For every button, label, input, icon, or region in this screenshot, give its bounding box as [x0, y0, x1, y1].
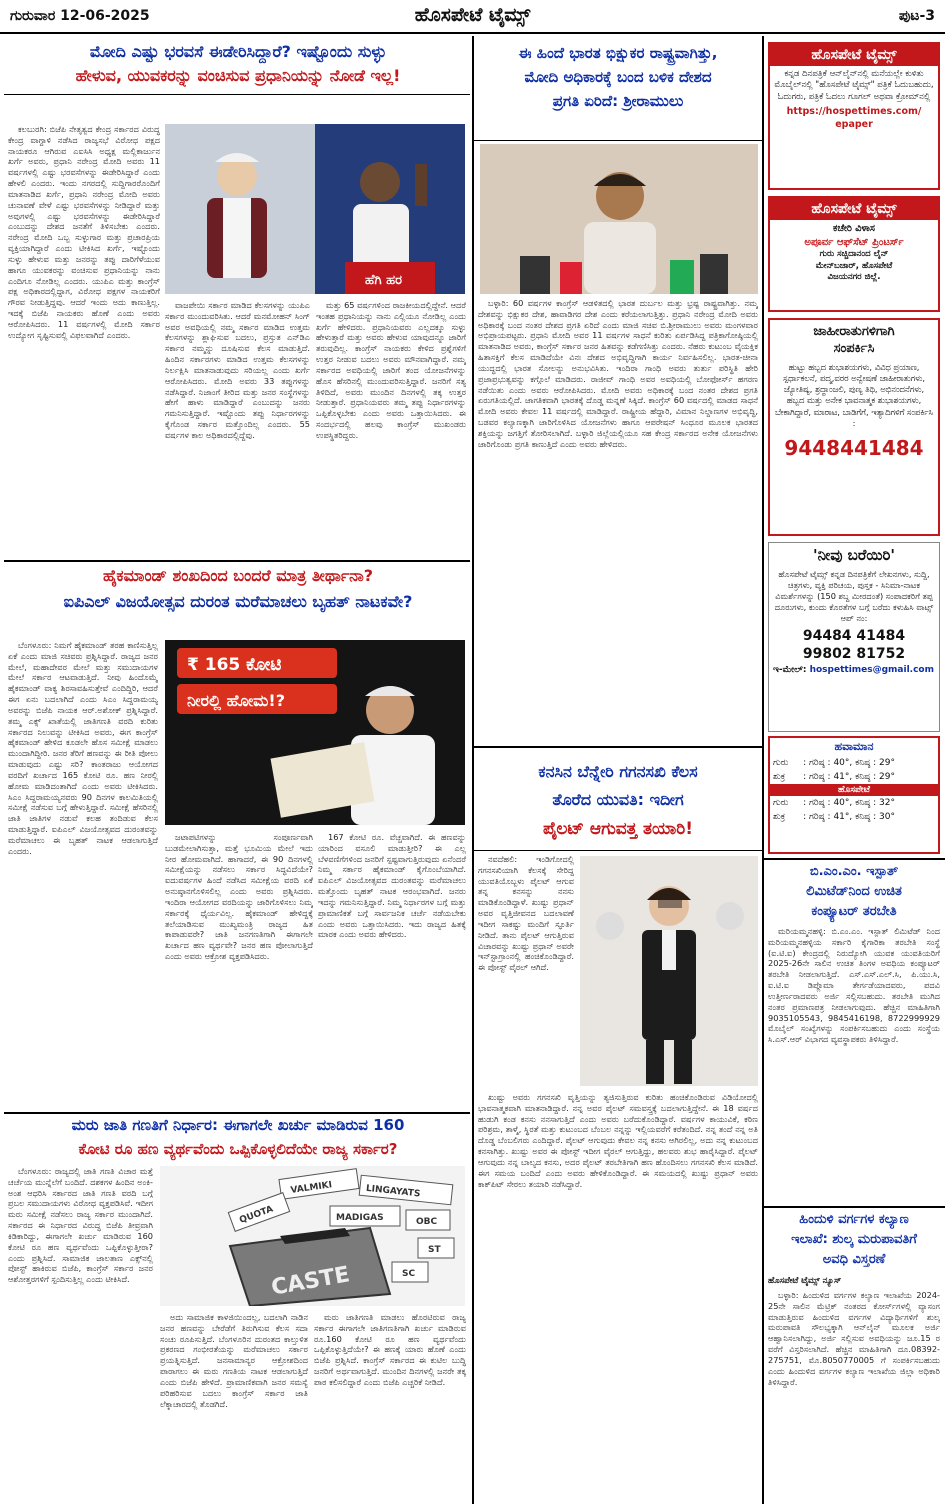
office-label: ಕಚೇರಿ ವಿಳಾಸ	[833, 223, 875, 234]
a1-photo	[165, 124, 465, 294]
a2-headline-1: ಈ ಹಿಂದೆ ಭಾರತ ಭಿಕ್ಷುಕರ ರಾಷ್ಟ್ರವಾಗಿತ್ತು,	[518, 44, 718, 62]
box-word: CASTE	[269, 1262, 352, 1301]
weather-row: ಗುರು : ಗರಿಷ್ಠ : 40°, ಕನಿಷ್ಠ : 32°	[773, 798, 896, 808]
a5-photo	[580, 856, 758, 1086]
tag-madigas: MADIGAS	[336, 1213, 384, 1223]
a5-body: ಖುಷ್ಬು ಅವರು ಗಗನಸಖಿ ವೃತ್ತಿಯನ್ನು ತ್ಯಜಿಸುತ್ತಿರುವ ಕುರಿತು ಹಂಚಿಕೊಂಡಿರುವ ವಿಡಿಯೋದಲ್ಲಿ ಭಾವನಾತ್ಮಕವಾಗಿ ಮಾತನಾಡಿದ್ದಾರೆ. ನನ್ನ ಅವರ ಪೈಲಟ್ ಸಮವಸ್ತ್ರಕ್ಕೆ ಬದಲಾಗುತ್ತಿದ್ದೇನೆ. ಈ 18 ವರ್ಷದ ಹುಡುಗಿ ಕಂಡ ಕನಸು ನನಸಾಗುತ್ತಿದೆ ಎಂದು ಅವರು ಬರೆದುಕೊಂಡಿದ್ದಾರೆ. ವರ್ಷಗಳ ಕಾಯುವಿಕೆ, ಕಠಿಣ ಪರಿಶ್ರಮ, ತಾಳ್ಮೆ, ಸ್ಥಿರತೆ ಮತ್ತು ಕುಟುಂಬದ ಬೆಂಬಲ ನನ್ನನ್ನು ಇಲ್ಲಿಯವರೆಗೆ ಕರೆತಂದಿದೆ. ನನ್ನ ತಂದೆ ನನ್ನ ಅತಿ ದೊಡ್ಡ ಬೆಂಬಲಿಗರು ಎಂದಿದ್ದಾರೆ. ಪೈಲಟ್ ಆಗುವುದು ಕೇವಲ ನನ್ನ ಕನಸು ಆಗಿರಲಿಲ್ಲ, ಅದು ನನ್ನ ಕುಟುಂಬದ ಕನಸಾಗಿತ್ತು. ಖುಷ್ಬು ಅವರ ಈ ಪೋಸ್ಟ್ ಇದೀಗ ವೈರಲ್ ಆಗುತ್ತಿದ್ದು, ಹಲವರು ಶುಭ ಹಾರೈಸಿದ್ದಾರೆ. ಪೈಲಟ್ ಆಗುವುದು ನನ್ನ ಬಾಲ್ಯದ ಕನಸು, ಅದರ ಪೈಲಟ್ ತರಬೇತಿಗಾಗಿ ಹಣ ಹೊಂದಿಸಲು ಗಗನಸಖಿ ಕೆಲಸ ಮಾಡಿದೆ. ಈಗ ಸಮಯ ಬಂದಿದೆ ಎಂದು ಅವರು ಹೇಳಿಕೊಂಡಿದ್ದಾರೆ. ಈ ಸಮಯದಲ್ಲಿ ಖುಷ್ಬು ಪ್ರಧಾನ್ ಅವರು ಕಾಕ್‌ಪಿಟ್ ಸೇರಲು ತಯಾರಿ ನಡೆಸಿದ್ದಾರೆ.	[478, 1092, 758, 1189]
ads-phone[interactable]: 9448441484	[784, 435, 924, 460]
a2-photo	[480, 144, 758, 294]
divider	[474, 746, 762, 748]
tag-st: ST	[428, 1245, 441, 1255]
a5-body-left: ನವದೆಹಲಿ: ಇಂಡಿಗೋದಲ್ಲಿ ಗಗನಸಖಿಯಾಗಿ ಕೆಲಸಕ್ಕೆ ಸೇರಿದ್ದ ಯುವತಿಯೊಬ್ಬಳು ಪೈಲಟ್ ಆಗುವ ತನ್ನ ಕನಸನ್ನು ನನಸು ಮಾಡಿಕೊಂಡಿದ್ದಾಳೆ. ಖುಷ್ಬು ಪ್ರಧಾನ್ ಅವರ ವೃತ್ತಿಜೀವನದ ಬದಲಾವಣೆ ಇದೀಗ ಸಾಕಷ್ಟು ಮಂದಿಗೆ ಸ್ಫೂರ್ತಿ ನೀಡಿದೆ. ತಾನು ಪೈಲಟ್ ಆಗುತ್ತಿರುವ ವಿಚಾರವನ್ನು ಖುಷ್ಬು ಪ್ರಧಾನ್ ಅವರೇ ಇನ್‌ಸ್ಟಾಗ್ರಾಂನಲ್ಲಿ ಹಂಚಿಕೊಂಡಿದ್ದಾರೆ. ಈ ಪೋಸ್ಟ್ ವೈರಲ್ ಆಗಿದೆ.	[478, 854, 574, 973]
a4-body-col2: ಅದು ಸಾಮಾಜಿಕ ಕಾಳಜಿಯಿಂದಲ್ಲ, ಬದಲಾಗಿ ನಾಡಿನ ಜನರ ಹಣವನ್ನು ಬೇರೆಡೆಗೆ ತಿರುಗಿಸುವ ಕೆಲಸ ಸದಾ ಸಂಚು ರೂಪಿಸುತ್ತಿದೆ. ಬೆಂಗಳೂರಿನ ದುರಂತದ ಕಾಲ್ತುಳಿತ ಪ್ರಕರಣದ ಗಂಭೀರತೆಯನ್ನು ಮರೆಮಾಚಲು ಸರ್ಕಾರ ಪ್ರಯತ್ನಿಸುತ್ತಿದೆ. ಜನಸಾಮಾನ್ಯರ ಆಕ್ರೋಶದಿಂದ ಪಾರಾಗಲು ಈ ಮರು ಗಣತಿಯ ನಾಟಕ ಆಡಲಾಗುತ್ತಿದೆ ಎಂದು ಬಿಜೆಪಿ ಹೇಳಿದೆ. ಪ್ರಾಮಾಣಿಕವಾಗಿ ಜನರ ಸಮಸ್ಯೆ ಪರಿಹರಿಸುವ ಬದಲು ಕಾಂಗ್ರೆಸ್ ಸರ್ಕಾರ ಜಾತಿ ಲೆಕ್ಕಾಚಾರದಲ್ಲಿ ತೊಡಗಿದೆ.	[160, 1312, 308, 1409]
a1-body-col1: ಕಲಬುರಗಿ: ಬಿಜೆಪಿ ನೇತೃತ್ವದ ಕೇಂದ್ರ ಸರ್ಕಾರದ ವಿರುದ್ಧ ಕೇಂದ್ರ ವಾಗ್ದಾಳಿ ನಡೆಸಿದ ರಾಜ್ಯಸಭೆ ವಿರೋಧ ಪಕ್ಷದ ನಾಯಕರೂ ಆಗಿರುವ ಎಐಸಿಸಿ ಅಧ್ಯಕ್ಷ ಮಲ್ಲಿಕಾರ್ಜುನ ಖರ್ಗೆ ಅವರು, ಪ್ರಧಾನಿ ನರೇಂದ್ರ ಮೋದಿ ಅವರು 11 ವರ್ಷಗಳಲ್ಲಿ ಎಷ್ಟು ಭರವಸೆಗಳನ್ನು ಈಡೇರಿಸಿದ್ದಾರೆ ಎಂದು ಹೇಳಲಿ ಎಂದರು. ಇಂದು ನಗರದಲ್ಲಿ ಸುದ್ದಿಗಾರರೊಂದಿಗೆ ಮಾತನಾಡಿದ ಖರ್ಗೆ, ಪ್ರಧಾನಿ ನರೇಂದ್ರ ಮೋದಿ ಅವರು ಚುನಾವಣೆ ವೇಳೆ ಎಷ್ಟು ಭರವಸೆಗಳನ್ನು ನೀಡಿದ್ದಾರೆ ಮತ್ತು ಅವುಗಳಲ್ಲಿ ಎಷ್ಟು ಭರವಸೆಗಳನ್ನು ಈಡೇರಿಸಿದ್ದಾರೆ ಎಂಬುದನ್ನು ದೇಶದ ಜನತೆಗೆ ತಿಳಿಸಬೇಕು ಎಂದರು. ನರೇಂದ್ರ ಮೋದಿ ಒಬ್ಬ ಸುಳ್ಳುಗಾರ ಮತ್ತು ಪ್ರಚಾರಪ್ರಿಯ ವ್ಯಕ್ತಿಯಾಗಿದ್ದಾರೆ ಎಂದು ಟೀಕಿಸಿದ ಖರ್ಗೆ, ಇಷ್ಟೊಂದು ಸುಳ್ಳು ಹೇಳುವ ಮತ್ತು ಜನರನ್ನು ತಪ್ಪು ದಾರಿಗೆಳೆಯುವ ಹಾಗೂ ಯುವಕರನ್ನು ವಂಚಿಸುವ ಪ್ರಧಾನಿಯನ್ನು ನಾನು ಎಂದಿಗೂ ನೋಡಿಲ್ಲ ಎಂದರು. ಯುಪಿಎ ಮತ್ತು ಕಾಂಗ್ರೆಸ್ ಪಕ್ಷ ಅಧಿಕಾರದಲ್ಲಿದ್ದಾಗ, ವಿರೋಧ ಪಕ್ಷಗಳ ನಾಯಕರಿಗೆ ಗೌರವ ನೀಡುತ್ತಿದ್ದವು. ಆದರೆ ಇಂದು ಅದು ಕಾಣುತ್ತಿಲ್ಲ. ಇದಕ್ಕೆ ಬಿಜೆಪಿ ನಾಯಕರು ಹೊಣೆ ಎಂದು ಅವರು ಆರೋಪಿಸಿದರು. 11 ವರ್ಷಗಳಲ್ಲಿ ಮೋದಿ ಸರ್ಕಾರ ಉದ್ಯೋಗ ಸೃಷ್ಟಿಸುವಲ್ಲಿ ವಿಫಲವಾಗಿದೆ ಎಂದರು.	[8, 124, 160, 340]
epaper-text: ಕನ್ನಡ ದಿನಪತ್ರಿಕೆ ಆನ್‌ಲೈನ್‌ನಲ್ಲಿ ಮನೆಯಲ್ಲೇ ಕುಳಿತು ಮೊಬೈಲ್‌ನಲ್ಲಿ "ಹೊಸಪೇಟೆ ಟೈಮ್ಸ್" ಪತ್ರಿಕೆ ಓದುಬಹುದು, ಓದುಗರು, ಪತ್ರಿಕೆ ಓದಲು ಗೂಗಲ್ ಅಥವಾ ಕ್ರೋಮ್‌ನಲ್ಲಿ	[774, 69, 934, 102]
a2-headline-2: ಮೋದಿ ಅಧಿಕಾರಕ್ಕೆ ಬಂದ ಬಳಿಕ ದೇಶದ	[524, 68, 712, 86]
you-write-box	[768, 542, 940, 732]
tag-valmiki: VALMIKI	[290, 1180, 333, 1196]
a7-headline-3: ಅವಧಿ ವಿಸ್ತರಣೆ	[822, 1252, 886, 1267]
epaper-url[interactable]: https://hospettimes.com/	[786, 106, 922, 118]
divider	[474, 850, 762, 851]
column-divider	[472, 36, 474, 1504]
weather-row: ಗುರು : ಗರಿಷ್ಠ : 40°, ಕನಿಷ್ಠ : 29°	[773, 758, 896, 768]
a1-photo-illustration	[165, 124, 465, 294]
a1-body-col3: ಮತ್ತು 65 ವರ್ಷಗಳಿಂದ ರಾಜಕೀಯದಲ್ಲಿದ್ದೇನೆ. ಆದರೆ ಇಂತಹ ಪ್ರಧಾನಿಯನ್ನು ನಾನು ಎಲ್ಲಿಯೂ ನೋಡಿಲ್ಲ ಎಂದು ಖರ್ಗೆ ಹೇಳಿದರು. ಪ್ರಧಾನಿಯವರು ಎಲ್ಲದಕ್ಕೂ ಸುಳ್ಳು ಹೇಳುತ್ತಾರೆ ಮತ್ತು ಅವರು ಹೇಳುವ ಯಾವುದನ್ನೂ ಜಾರಿಗೆ ತರುವುದಿಲ್ಲ. ಕಾಂಗ್ರೆಸ್ ನಾಯಕರು ಕೇಳಿದ ಪ್ರಶ್ನೆಗಳಿಗೆ ಉತ್ತರ ನೀಡುವ ಬದಲು ಅವರು ಮೌನವಾಗಿದ್ದಾರೆ. ನಮ್ಮ ಸರ್ಕಾರದ ಅವಧಿಯಲ್ಲಿ ಜಾರಿಗೆ ತಂದ ಯೋಜನೆಗಳನ್ನು ಹೊಸ ಹೆಸರಿನಲ್ಲಿ ಮುಂದುವರಿಸುತ್ತಿದ್ದಾರೆ. ಜನರಿಗೆ ಸತ್ಯ ತಿಳಿದಿದೆ, ಅವರು ಮುಂದಿನ ದಿನಗಳಲ್ಲಿ ತಕ್ಕ ಉತ್ತರ ನೀಡುತ್ತಾರೆ. ಪ್ರಧಾನಿಯವರು ತಮ್ಮ ತಪ್ಪು ನಿರ್ಧಾರಗಳನ್ನು ಒಪ್ಪಿಕೊಳ್ಳಬೇಕು ಎಂದು ಅವರು ಒತ್ತಾಯಿಸಿದರು. ಈ ಸಂದರ್ಭದಲ್ಲಿ ಹಲವು ಕಾಂಗ್ರೆಸ್ ಮುಖಂಡರು ಉಪಸ್ಥಿತರಿದ್ದರು.	[316, 300, 466, 440]
tag-lingayats: LINGAYATS	[365, 1183, 421, 1200]
a6-body: ಮರಿಯಮ್ಮನಹಳ್ಳಿ: ಬಿ.ಎಂ.ಎಂ. ಇಸ್ಪಾತ್ ಲಿಮಿಟೆಡ್ ನಿಂದ ಮರಿಯಮ್ಮನಹಳ್ಳಿಯ ಸರ್ಕಾರಿ ಕೈಗಾರಿಕಾ ತರಬೇತಿ ಸಂಸ್ಥೆ (ಐ.ಟಿ.ಐ) ಕೇಂದ್ರದಲ್ಲಿ ನಿರುದ್ಯೋಗಿ ಯುವಕ ಯುವತಿಯರಿಗೆ 2025-26ನೇ ಸಾಲಿನ ಉಚಿತ ತಿಂಗಳ ಅವಧಿಯ ಕಂಪ್ಯೂಟರ್ ತರಬೇತಿ ನೀಡಲಾಗುತ್ತಿದೆ. ಎಸ್.ಎಸ್.ಎಲ್.ಸಿ, ಪಿ.ಯು.ಸಿ, ಐ.ಟಿ.ಐ ಡಿಪ್ಲೊಮಾ ತೇರ್ಗಡೆಯಾದವರು, ಪದವಿ ಉತ್ತೀರ್ಣರಾದವರು ಅರ್ಜಿ ಸಲ್ಲಿಸಬಹುದು. ತರಬೇತಿ ಮುಗಿದ ನಂತರ ಪ್ರಮಾಣಪತ್ರ ನೀಡಲಾಗುವುದು. ಹೆಚ್ಚಿನ ಮಾಹಿತಿಗಾಗಿ 9035105543, 9845416198, 8722999929 ಮೊಬೈಲ್ ಸಂಖ್ಯೆಗಳನ್ನು ಸಂಪರ್ಕಿಸಬಹುದು ಎಂದು ಸಂಸ್ಥೆಯ ಸಿ.ಎಸ್.ಆರ್ ವಿಭಾಗದ ವ್ಯವಸ್ಥಾಪಕರು ತಿಳಿಸಿದ್ದಾರೆ.	[768, 926, 940, 1045]
ads-contact-box	[768, 318, 940, 536]
a7-byline: ಹೊಸಪೇಟೆ ಟೈಮ್ಸ್ ನ್ಯೂಸ್	[768, 1276, 842, 1286]
you-write-text: ಹೊಸಪೇಟೆ ಟೈಮ್ಸ್ ಕನ್ನಡ ದಿನಪತ್ರಿಕೆಗೆ ಲೇಖನಗಳು, ಸುದ್ದಿ, ಚಿತ್ರಗಳು, ವ್ಯಕ್ತಿ ಪರಿಚಯ, ಪುಸ್ತಕ - ಸಿನಿಮಾ-ನಾಟಕ ವಿಮರ್ಶೆಗಳನ್ನು (150 ಶಬ್ದ ಮೀರದಂತೆ) ಸಂಪಾದಕರಿಗೆ ತಪ್ಪ ದೂರುಗಳು, ಕುಂದು ಕೊರತೆಗಳ ಬಗ್ಗೆ ಬರೆದು ಕಳುಹಿಸಿ ವಾಟ್ಸ್ ಆಪ್ ನಂ:	[774, 568, 934, 623]
a7-headline-1: ಹಿಂದುಳಿ ವರ್ಗಗಳ ಕಲ್ಯಾಣ	[799, 1212, 909, 1227]
divider	[4, 1112, 470, 1114]
whatsapp-number-2[interactable]: 99802 81752	[802, 646, 906, 662]
a3-body-col1: ಬೆಂಗಳೂರು: ನಿಮಗೆ ಹೈಕಮಾಂಡ್ ತರಹ ಕಾಣಿಸುತ್ತಿಲ್ಲ ಏಕೆ ಎಂದು ಮಾಜಿ ಸಚಿವರು ಪ್ರಶ್ನಿಸಿದ್ದಾರೆ. ರಾಜ್ಯದ ಜನರ ಮೇಲೆ, ಮಹಾದೇವರ ಮೇಲೆ ಮತ್ತು ಸಮುದಾಯಗಳ ಮೇಲೆ ಸರ್ಕಾರ ಆಟವಾಡುತ್ತಿದೆ. ನೀವು ಹಿಂದೊಮ್ಮೆ ಹೈಕಮಾಂಡ್ ವಾಕ್ಯ ಶಿರಸಾವಹಿಸುತ್ತೇವೆ ಎಂದಿದ್ದಿರಿ, ಆದರೆ ಈಗ ಏನು ಬದಲಾಗಿದೆ ಎಂದು ಸಿಎಂ ಸಿದ್ದರಾಮಯ್ಯ ಅವರನ್ನು ಬಿಜೆಪಿ ನಾಯಕ ಆರ್.ಅಶೋಕ್ ಪ್ರಶ್ನಿಸಿದ್ದಾರೆ. ತಮ್ಮ ಎಕ್ಸ್ ಖಾತೆಯಲ್ಲಿ ಜಾತಿಗಣತಿ ವರದಿ ಕುರಿತು ಸರ್ಕಾರದ ನಿಲುವನ್ನು ಟೀಕಿಸಿದ ಅವರು, ಈಗ ಕಾಂಗ್ರೆಸ್ ಹೈಕಮಾಂಡ್ ಹೇಳಿದ ಕೂಡಲೇ ಹೊಸ ಸಮೀಕ್ಷೆ ಮಾಡಲು ಮುಂದಾಗಿದ್ದೀರಿ. ಜನರ ತೆರಿಗೆ ಹಣವನ್ನು ಈ ರೀತಿ ಪೋಲು ಮಾಡುವುದು ಎಷ್ಟು ಸರಿ? ಕಾಂತರಾಜು ಆಯೋಗದ ವರದಿಗೆ ಖರ್ಚಾದ 165 ಕೋಟಿ ರೂ. ಹಣ ನೀರಲ್ಲಿ ಹೋಮ ಮಾಡಿದಂತಾಗಿದೆ ಎಂದು ಅವರು ಟೀಕಿಸಿದರು. ಸಿಎಂ ಸಿದ್ದರಾಮಯ್ಯನವರು 90 ದಿನಗಳ ಕಾಲಮಿತಿಯಲ್ಲಿ ಸಮೀಕ್ಷೆ ನಡೆಸುವ ಬಗ್ಗೆ ಹೇಳುತ್ತಿದ್ದಾರೆ. ಸಮೀಕ್ಷೆ ಹೆಸರಿನಲ್ಲಿ ಜಾತಿ ಜಾತಿಗಳ ನಡುವೆ ಕಲಹ ತಂದಿಡುವ ಕೆಲಸ ಮಾಡುತ್ತಿದ್ದಾರೆ. ಐಪಿಎಲ್ ವಿಜಯೋತ್ಸವದ ದುರಂತವನ್ನು ಮರೆಮಾಚಲು ಈ ಬೃಹತ್ ನಾಟಕ ಆಡಲಾಗುತ್ತಿದೆ ಎಂದರು.	[8, 640, 158, 856]
office-printer: ಅಪೂರ್ವ ಆಫ್‌ಸೆಟ್ ಪ್ರಿಂಟರ್ಸ್	[804, 236, 904, 248]
weather-table-2	[770, 796, 938, 824]
a1-headline-2: ಹೇಳುವ, ಯುವಕರನ್ನು ವಂಚಿಸುವ ಪ್ರಧಾನಿಯನ್ನು ನೋಡೆ ಇಲ್ಲ!	[75, 66, 401, 85]
office-line: ಗುರು ಸಚ್ಚಿದಾನಂದ ಲೈನ್	[819, 249, 889, 260]
a6-headline-1: ಬಿ.ಎಂ.ಎಂ. ಇಸ್ಪಾತ್	[809, 864, 899, 879]
a3-photo-illustration	[165, 640, 465, 825]
tag-obc: OBC	[416, 1217, 438, 1227]
caste-ballot-illustration	[160, 1166, 465, 1306]
a1-headline-1: ಮೋದಿ ಎಷ್ಟು ಭರವಸೆ ಈಡೇರಿಸಿದ್ದಾರೆ? ಇಷ್ಟೊಂದು ಸುಳ್ಳು	[89, 42, 387, 61]
photo-banner-text: ಹೆಗಿ ಹರ	[365, 273, 403, 288]
ads-text: ಹುಟ್ಟು ಹಬ್ಬದ ಶುಭಾಶಯಗಳು, ವಿವಿಧ ಪ್ರಯಾಣ, ಸ್ಪರ್ಧಾಕಲನೆ, ಪದ್ಮ,ವರರ ಅನ್ವೇಷಣೆ ಜಾಹೀರಾತುಗಳು, ಜ್ಯೋತಿಷ್ಯ, ಶ್ರದ್ಧಾಂಜಲಿ, ಪುಣ್ಯ ತಿಥಿ, ಅಭಿನಂದನೆಗಳು, ಹಬ್ಬದ ಮತ್ತು ಅನೇಕ ಭಾವನಾತ್ಮಕ ಶುಭಾಶಯಗಳು, ಬೇಕಾಗಿದ್ದಾರೆ, ಮಾರಾಟ, ಬಾಡಿಗೆಗೆ, ಇತ್ಯಾದಿಗಳಿಗೆ ಸಂಪರ್ಕಿಸಿ :	[775, 361, 933, 428]
tag-quota: QUOTA	[238, 1204, 275, 1226]
a1-body-col2: ವಾಜಪೇಯಿ ಸರ್ಕಾರ ಮಾಡಿದ ಕೆಲಸಗಳನ್ನು ಯುಪಿಎ ಸರ್ಕಾರ ಮುಂದುವರಿಸಿತು. ಆದರೆ ಮನಮೋಹನ್ ಸಿಂಗ್ ಅವರ ಅವಧಿಯಲ್ಲಿ ನಮ್ಮ ಸರ್ಕಾರ ಮಾಡಿದ ಉತ್ತಮ ಕೆಲಸಗಳನ್ನು ಶ್ಲಾಘಿಸುವ ಬದಲು, ಪ್ರಸ್ತುತ ಎನ್‌ಡಿಎ ಸರ್ಕಾರ ನಮ್ಮನ್ನು ದೂಷಿಸುವ ಕೆಲಸ ಮಾಡುತ್ತಿದೆ. ಹಿಂದಿನ ಸರ್ಕಾರಗಳು ಮಾಡಿದ ಉತ್ತಮ ಕೆಲಸಗಳನ್ನು ನಿರ್ಲಕ್ಷಿಸಿ ಮಾತನಾಡುವುದು ಸರಿಯಲ್ಲ ಎಂದು ಖರ್ಗೆ ಆರೋಪಿಸಿದರು. ಮೋದಿ ಅವರು 33 ತಪ್ಪುಗಳನ್ನು ನಡೆಸಿದ್ದಾರೆ. ನಿಜಾಂಗೆ ತೀರಿದ ಮತ್ತು ಜನರ ಸಂಸ್ಥೆಗಳನ್ನು ಹೇಗೆ ಹಾಳು ಮಾಡಿದ್ದಾರೆ ಎಂಬುದನ್ನು ಜನರು ಗಮನಿಸುತ್ತಿದ್ದಾರೆ. ಇಷ್ಟೊಂದು ತಪ್ಪು ನಿರ್ಧಾರಗಳನ್ನು ಕೈಗೊಂಡ ಸರ್ಕಾರ ಮತ್ತೊಂದಿಲ್ಲ ಎಂದರು. 55 ವರ್ಷಗಳ ಕಾಲ ಅಧಿಕಾರದಲ್ಲಿದ್ದೆವು.	[165, 300, 310, 440]
office-district: ವಿಜಯನಗರ ಜಿಲ್ಲೆ.	[827, 272, 881, 283]
a3-body-col3: 167 ಕೋಟಿ ರೂ. ವೆಚ್ಚವಾಗಿದೆ. ಈ ಹಣವನ್ನು ಯಾರಿಂದ ವಸೂಲಿ ಮಾಡುತ್ತೀರಿ? ಈ ಎಲ್ಲ ಬೆಳವಣಿಗೆಗಳಿಂದ ಜನರಿಗೆ ಸ್ಪಷ್ಟವಾಗುತ್ತಿರುವುದು ಏನೆಂದರೆ ನಿಮ್ಮ ಸರ್ಕಾರ ಹೈಕಮಾಂಡ್ ಕೈಗೊಂಬೆಯಾಗಿದೆ. ಐಪಿಎಲ್ ವಿಜಯೋತ್ಸವದ ದುರಂತವನ್ನು ಮರೆಮಾಚಲು ಮತ್ತೊಂದು ಬೃಹತ್ ನಾಟಕ ಆರಂಭವಾಗಿದೆ. ಜನರು ಇದನ್ನು ಗಮನಿಸುತ್ತಿದ್ದಾರೆ. ನಿಮ್ಮ ನಿರ್ಧಾರಗಳ ಬಗ್ಗೆ ಮತ್ತು ಪ್ರಾಮಾಣಿಕತೆ ಬಗ್ಗೆ ಸಾರ್ವಜನಿಕ ಚರ್ಚೆ ನಡೆಯಬೇಕು ಎಂದು ಅವರು ಒತ್ತಾಯಿಸಿದರು. ಇದು ರಾಜ್ಯದ ಹಿತಕ್ಕೆ ಮಾರಕ ಎಂದು ಅವರು ಹೇಳಿದರು.	[318, 832, 466, 940]
divider	[4, 560, 470, 562]
divider	[4, 94, 470, 95]
whatsapp-number-1[interactable]: 94484 41484	[802, 627, 906, 644]
a6-headline-3: ಕಂಪ್ಯೂಟರ್ ತರಬೇತಿ	[811, 904, 897, 919]
epaper-box	[768, 42, 940, 190]
epaper-logo: ಹೊಸಪೇಟೆ ಟೈಮ್ಸ್	[770, 44, 938, 66]
office-area: ಮೇನ್‌ಬಜಾರ್, ಹೊಸಪೇಟೆ	[815, 260, 893, 271]
a4-headline-2: ಕೋಟಿ ರೂ ಹಣ ವ್ಯರ್ಥವೆಂದು ಒಪ್ಪಿಕೊಳ್ಳಲಿದೆಯೇ ರಾಜ್ಯ ಸರ್ಕಾರ?	[78, 1140, 398, 1158]
divider	[764, 1206, 945, 1208]
weather-row: ಶುಕ್ರ : ಗರಿಷ್ಠ : 41°, ಕನಿಷ್ಠ : 30°	[773, 812, 896, 822]
office-address-box	[768, 196, 940, 312]
weather-box	[768, 736, 940, 854]
office-logo: ಹೊಸಪೇಟೆ ಟೈಮ್ಸ್	[770, 198, 938, 220]
masthead: ಹೊಸಪೇಟೆ ಟೈಮ್ಸ್	[414, 4, 531, 26]
top-bar	[0, 0, 945, 34]
a5-photo-illustration	[580, 856, 758, 1086]
divider	[474, 140, 762, 141]
issue-date: ಗುರುವಾರ 12-06-2025	[10, 8, 150, 24]
weather-place: ಹೊಸಪೇಟೆ	[770, 784, 938, 796]
photo-text-1: ₹ 165 ಕೋಟಿ	[187, 655, 282, 675]
a4-illustration	[160, 1166, 465, 1306]
weather-table-1	[770, 756, 938, 784]
a3-body-col2: ಜಟಾಪಟಿಗಳನ್ನು ಸಂಪೂರ್ಣವಾಗಿ ಬುಡಮೇಲಾಗಿಸುತ್ತಾ, ಮತ್ತೆ ಭೂಮಿಯ ಮೇಲೆ ಇದು ನೀರ ಹೋಮವಾಗಿದೆ. ಹಾಗಾದರೆ, ಈ 90 ದಿನಗಳಲ್ಲಿ ಸಮೀಕ್ಷೆಯನ್ನು ನಡೆಸಲು ಸರ್ಕಾರ ಸಿದ್ಧವಿದೆಯೇ? ಐದುವರ್ಷಗಳ ಹಿಂದೆ ನಡೆಸಿದ ಸಮೀಕ್ಷೆಯ ವರದಿ ಏಕೆ ಅನುಷ್ಠಾನಗೊಳಿಸಲಿಲ್ಲ ಎಂದು ಅವರು ಪ್ರಶ್ನಿಸಿದರು. ಇಂದಿರಾ ಆಯೋಗದ ವರದಿಯನ್ನು ಜಾರಿಗೊಳಿಸಲು ನಿಮ್ಮ ಸರ್ಕಾರಕ್ಕೆ ಧೈರ್ಯವಿಲ್ಲ. ಹೈಕಮಾಂಡ್ ಹೇಳಿದ್ದಕ್ಕೆ ತಲೆಯಾಡಿಸುವ ಮುಖ್ಯಮಂತ್ರಿ ರಾಜ್ಯದ ಹಿತ ಕಾಪಾಡುವರೇ? ಜಾತಿ ಜನಗಣತಿಗಾಗಿ ಈಗಾಗಲೇ ಖರ್ಚಾದ ಹಣ ವ್ಯರ್ಥವೇ? ಜನರ ಹಣ ಪೋಲಾಗುತ್ತಿದೆ ಎಂದು ಅವರು ಆಕ್ರೋಶ ವ್ಯಕ್ತಪಡಿಸಿದರು.	[165, 832, 313, 962]
a2-headline-3: ಪ್ರಗತಿ ಏರಿದೆ: ಶ್ರೀರಾಮುಲು	[552, 92, 684, 110]
a3-photo	[165, 640, 465, 825]
a2-photo-illustration	[480, 144, 758, 294]
email-row	[769, 663, 939, 677]
a2-body: ಬಳ್ಳಾರಿ: 60 ವರ್ಷಗಳ ಕಾಂಗ್ರೆಸ್ ಆಡಳಿತದಲ್ಲಿ ಭಾರತ ದುರ್ಬಲ ಮತ್ತು ಭ್ರಷ್ಟ ರಾಷ್ಟ್ರವಾಗಿತ್ತು. ನಮ್ಮ ದೇಶವನ್ನು ಭಿಕ್ಷುಕರ ದೇಶ, ಹಾವಾಡಿಗರ ದೇಶ ಎಂದು ಕರೆಯಲಾಗುತ್ತಿತ್ತು. ಪ್ರಧಾನಿ ನರೇಂದ್ರ ಮೋದಿ ಅವರು ಅಧಿಕಾರಕ್ಕೆ ಬಂದ ನಂತರ ದೇಶದ ಪ್ರಗತಿ ಏರಿದೆ ಎಂದು ಮಾಜಿ ಸಚಿವ ಬಿ.ಶ್ರೀರಾಮುಲು ಅವರು ಮಂಗಳವಾರ ಅಭಿಪ್ರಾಯಪಟ್ಟರು. ಪ್ರಧಾನಿ ಮೋದಿ ಅವರ 11 ವರ್ಷಗಳ ಸಾಧನೆ ಕುರಿತು ಏರ್ಪಡಿಸಿದ್ದ ಪತ್ರಿಕಾಗೋಷ್ಠಿಯಲ್ಲಿ ಮಾತನಾಡಿದ ಅವರು, ಕಾಂಗ್ರೆಸ್ ಸರ್ಕಾರ ಜನರ ಹಿತವನ್ನು ಕಡೆಗಣಿಸಿತ್ತು ಎಂದರು. ನೆಹರು ಕುಟುಂಬ ವೈಯಕ್ತಿಕ ಹಿತಾಸಕ್ತಿಗೆ ಕೆಲಸ ಮಾಡಿದೆಯೇ ವಿನಃ ದೇಶದ ಅಭಿವೃದ್ಧಿಗಾಗಿ ಕಾರ್ಯ ನಿರ್ವಹಿಸಲಿಲ್ಲ. ಭಾರತ-ಚೀನಾ ಯುದ್ಧದಲ್ಲಿ ಭಾರತ ಸೋಲನ್ನು ಅನುಭವಿಸಿತು. ಇಂದಿರಾ ಗಾಂಧಿ ಅವರು ತುರ್ತು ಪರಿಸ್ಥಿತಿ ಹೇರಿ ಪ್ರಜಾಪ್ರಭುತ್ವವನ್ನು ಕಗ್ಗೊಲೆ ಮಾಡಿದರು. ರಾಜೀವ್ ಗಾಂಧಿ ಅವರ ಅವಧಿಯಲ್ಲಿ ಬೋಫೋರ್ಸ್ ಹಗರಣ ನಡೆಯಿತು ಎಂದು ಅವರು ಆರೋಪಿಸಿದರು. ಮೋದಿ ಅವರು ಅಧಿಕಾರಕ್ಕೆ ಬಂದ ನಂತರ ದೇಶದ ಪ್ರಗತಿ ಏರುಗತಿಯಲ್ಲಿದೆ. ಜಾಗತಿಕವಾಗಿ ಭಾರತಕ್ಕೆ ದೊಡ್ಡ ಮನ್ನಣೆ ಸಿಕ್ಕಿದೆ. ಕಾಂಗ್ರೆಸ್ 60 ವರ್ಷದಲ್ಲಿ ಮಾಡದ ಸಾಧನೆ ಮೋದಿ ಅವರು ಕೇವಲ 11 ವರ್ಷದಲ್ಲಿ ಮಾಡಿದ್ದಾರೆ. ರಾಷ್ಟ್ರೀಯ ಹೆದ್ದಾರಿ, ವಿಮಾನ ನಿಲ್ದಾಣಗಳ ಅಭಿವೃದ್ಧಿ, ಬಡವರ ಕಲ್ಯಾಣಕ್ಕಾಗಿ ಜಾರಿಗೊಳಿಸಿದ ಯೋಜನೆಗಳು ಹಾಗೂ ಆಪರೇಷನ್ ಸಿಂಧೂರ ಮೂಲಕ ಭಾರತದ ಶಕ್ತಿಯನ್ನು ಜಗತ್ತಿಗೆ ತೋರಿಸಲಾಗಿದೆ. ಬಳ್ಳಾರಿ ಜಿಲ್ಲೆಯಲ್ಲಿಯೂ ಸಹ ಕೇಂದ್ರ ಸರ್ಕಾರದ ಅನೇಕ ಯೋಜನೆಗಳು ಜಾರಿಗೊಂಡು ಪ್ರಗತಿ ಕಾಣುತ್ತಿದೆ ಎಂದು ಅವರು ಹೇಳಿದರು.	[478, 298, 758, 449]
epaper-link[interactable]: epaper	[835, 119, 873, 131]
photo-text-2: ನೀರಲ್ಲಿ ಹೋಮ!?	[187, 691, 285, 710]
ads-title-1: ಜಾಹೀರಾತುಗಳಿಗಾಗಿ	[813, 324, 895, 339]
a4-headline-1: ಮರು ಜಾತಿ ಗಣತಿಗೆ ನಿರ್ಧಾರ: ಈಗಾಗಲೇ ಖರ್ಚು ಮಾಡಿರುವ 160	[71, 1116, 405, 1134]
weather-row: ಶುಕ್ರ : ಗರಿಷ್ಠ : 41°, ಕನಿಷ್ಠ : 29°	[773, 772, 896, 782]
email-address[interactable]: hospettimes@gmail.com	[809, 665, 934, 676]
a6-headline-2: ಲಿಮಿಟೆಡ್‌ನಿಂದ ಉಚಿತ	[806, 884, 902, 899]
a4-body-col3: ಮರು ಜಾತಿಗಣತಿ ಮಾಡಲು ಹೊರಟಿರುವ ರಾಜ್ಯ ಸರ್ಕಾರ ಈಗಾಗಲೇ ಜಾತಿಗಣತಿಗಾಗಿ ಖರ್ಚು ಮಾಡಿರುವ ರೂ.160 ಕೋಟಿ ರೂ ಹಣ ವ್ಯರ್ಥವೆಂದು ಒಪ್ಪಿಕೊಳ್ಳುತ್ತಿದೆಯೇ? ಈ ಹಣಕ್ಕೆ ಯಾರು ಹೊಣೆ ಎಂದು ಬಿಜೆಪಿ ಪ್ರಶ್ನಿಸಿದೆ. ಕಾಂಗ್ರೆಸ್ ಸರ್ಕಾರದ ಈ ಕುಟಿಲ ಬುದ್ಧಿ ಜನರಿಗೆ ಅರ್ಥವಾಗುತ್ತಿದೆ. ಮುಂದಿನ ದಿನಗಳಲ್ಲಿ ಜನರೇ ತಕ್ಕ ಪಾಠ ಕಲಿಸಲಿದ್ದಾರೆ ಎಂದು ಬಿಜೆಪಿ ಎಚ್ಚರಿಕೆ ನೀಡಿದೆ.	[314, 1312, 466, 1387]
weather-title: ಹವಾಮಾನ	[770, 738, 938, 756]
a7-body: ಬಳ್ಳಾರಿ: ಹಿಂದುಳಿದ ವರ್ಗಗಳ ಕಲ್ಯಾಣ ಇಲಾಖೆಯ 2024-25ನೇ ಸಾಲಿನ ಮೆಟ್ರಿಕ್ ನಂತರದ ಕೋರ್ಸ್‌ಗಳಲ್ಲಿ ವ್ಯಾಸಂಗ ಮಾಡುತ್ತಿರುವ ಹಿಂದುಳಿದ ವರ್ಗಗಳ ವಿದ್ಯಾರ್ಥಿಗಳಿಗೆ ಶುಲ್ಕ ಮರುಪಾವತಿ ಸೌಲಭ್ಯಕ್ಕಾಗಿ ಆನ್‌ಲೈನ್ ಮೂಲಕ ಅರ್ಜಿ ಆಹ್ವಾನಿಸಲಾಗಿದ್ದು, ಅರ್ಜಿ ಸಲ್ಲಿಸುವ ಅವಧಿಯನ್ನು ಜೂ.15 ರ ವರೆಗೆ ವಿಸ್ತರಿಸಲಾಗಿದೆ. ಹೆಚ್ಚಿನ ಮಾಹಿತಿಗಾಗಿ ದೂ.08392-275751, ಮೊ.8050770005 ಗೆ ಸಂಪರ್ಕಿಸಬಹುದು ಎಂದು ಹಿಂದುಳಿದ ವರ್ಗಗಳ ಕಲ್ಯಾಣ ಇಲಾಖೆಯ ಜಿಲ್ಲಾ ಅಧಿಕಾರಿ ತಿಳಿಸಿದ್ದಾರೆ.	[768, 1290, 940, 1387]
email-label: ಇ-ಮೇಲ್:	[773, 665, 807, 676]
divider	[764, 858, 945, 860]
a3-headline-1: ಹೈಕಮಾಂಡ್ ಶಂಖದಿಂದ ಬಂದರೆ ಮಾತ್ರ ತೀರ್ಥಾನಾ?	[102, 566, 374, 585]
tag-sc: SC	[402, 1269, 416, 1279]
page-number: ಪುಟ-3	[898, 8, 935, 24]
a5-headline-2: ತೊರೆದ ಯುವತಿ: ಇದೀಗ	[552, 790, 684, 809]
column-divider	[762, 36, 764, 1504]
ads-title-2: ಸಂಪರ್ಕಿಸಿ	[833, 340, 875, 356]
a7-headline-2: ಇಲಾಖೆ: ಶುಲ್ಕ ಮರುಪಾವತಿಗೆ	[791, 1232, 917, 1247]
you-write-title: 'ನೀವು ಬರೆಯಿರಿ'	[812, 546, 895, 564]
a5-headline-3: ಪೈಲಟ್ ಆಗುವತ್ತ ತಯಾರಿ!	[543, 819, 693, 839]
a4-body-col1: ಬೆಂಗಳೂರು: ರಾಜ್ಯದಲ್ಲಿ ಜಾತಿ ಗಣತಿ ವಿಚಾರ ಮತ್ತೆ ಚರ್ಚೆಯ ಮುನ್ನೆಲೆಗೆ ಬಂದಿದೆ. ದಶಕಗಳ ಹಿಂದಿನ ಅಂಕಿ-ಅಂಶ ಆಧರಿಸಿ ಸರ್ಕಾರದ ಜಾತಿ ಗಣತಿ ವರದಿ ಬಗ್ಗೆ ಪ್ರಬಲ ಸಮುದಾಯಗಳು ವಿರೋಧ ವ್ಯಕ್ತಪಡಿಸಿವೆ. ಇದೀಗ ಮರು ಸಮೀಕ್ಷೆ ನಡೆಸಲು ರಾಜ್ಯ ಸರ್ಕಾರ ಮುಂದಾಗಿದೆ. ಸರ್ಕಾರದ ಈ ನಿರ್ಧಾರದ ವಿರುದ್ಧ ಬಿಜೆಪಿ ತೀವ್ರವಾಗಿ ಕಿಡಿಕಾರಿದ್ದು, ಈಗಾಗಲೇ ಖರ್ಚು ಮಾಡಿರುವ 160 ಕೋಟಿ ರೂ ಹಣ ವ್ಯರ್ಥವೆಂದು ಒಪ್ಪಿಕೊಳ್ಳುತ್ತೀರಾ? ಎಂದು ಪ್ರಶ್ನಿಸಿದೆ. ಸಾಮಾಜಿಕ ಜಾಲತಾಣ ಎಕ್ಸ್‌ನಲ್ಲಿ ಪೋಸ್ಟ್ ಹಾಕಿರುವ ಬಿಜೆಪಿ, ಕಾಂಗ್ರೆಸ್ ಸರ್ಕಾರ ಜನರ ಆಶೋತ್ತರಗಳಿಗೆ ಸ್ಪಂದಿಸುತ್ತಿಲ್ಲ ಎಂದು ಟೀಕಿಸಿದೆ.	[8, 1166, 153, 1285]
a3-headline-2: ಐಪಿಎಲ್ ವಿಜಯೋತ್ಸವ ದುರಂತ ಮರೆಮಾಚಲು ಬೃಹತ್ ನಾಟಕವೇ?	[63, 592, 413, 611]
a5-headline-1: ಕನಸಿನ ಬೆನ್ನೇರಿ ಗಗನಸಖಿ ಕೆಲಸ	[538, 762, 698, 781]
